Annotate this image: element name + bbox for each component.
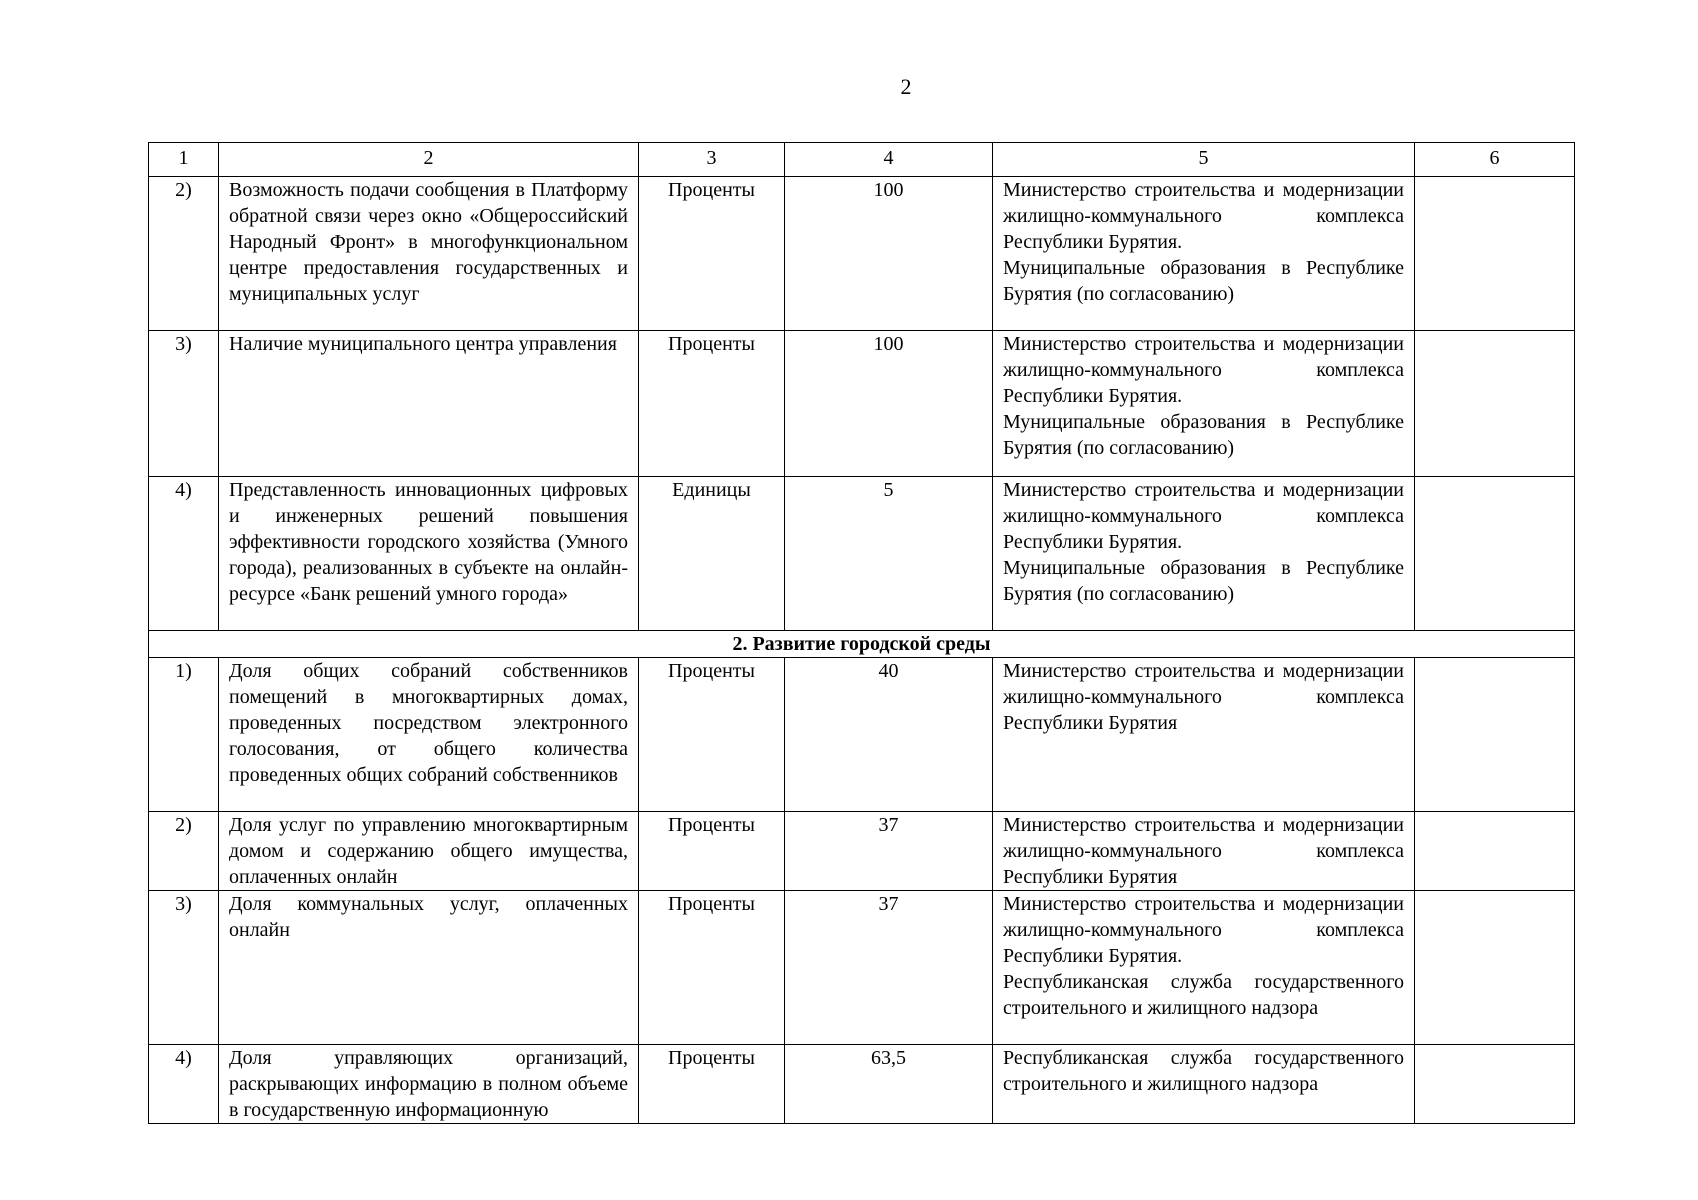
- responsible-executors: [993, 891, 1415, 1045]
- header-row: [149, 143, 1575, 177]
- table-row: [149, 477, 1575, 631]
- responsible-line: Республиканская служба государственного строительного и жилищного надзора: [1003, 971, 1404, 1019]
- unit-of-measure: Единицы: [639, 477, 785, 631]
- unit-of-measure: Проценты: [639, 891, 785, 1045]
- indicators-table: [148, 142, 1575, 1124]
- responsible-executors: [993, 477, 1415, 631]
- indicator-description: Представленность инновационных цифровых и инженерных решений повышения эффективности городского хозяйства (Умного города), реализованных в субъекте на онлайн-ресурсе «Банк решений умного города»: [219, 477, 639, 631]
- indicator-description: Наличие муниципального центра управления: [219, 331, 639, 477]
- header-cell: 1: [149, 143, 219, 177]
- responsible-line: Муниципальные образования в Республике Бурятия (по согласованию): [1003, 257, 1404, 305]
- row-number: 1): [149, 658, 219, 812]
- header-cell: 3: [639, 143, 785, 177]
- section-row: [149, 631, 1575, 658]
- responsible-line: Министерство строительства и модернизации жилищно-коммунального комплекса Республики Бурятия.: [1003, 179, 1404, 253]
- row-number: 4): [149, 1045, 219, 1124]
- target-value: 100: [785, 177, 993, 331]
- target-value: 40: [785, 658, 993, 812]
- note-cell: [1415, 331, 1575, 477]
- indicator-description: Возможность подачи сообщения в Платформу обратной связи через окно «Общероссийский Народный Фронт» в многофункциональном центре предоставления государственных и муниципальных услуг: [219, 177, 639, 331]
- target-value: 37: [785, 812, 993, 891]
- header-cell: 6: [1415, 143, 1575, 177]
- row-number: 4): [149, 477, 219, 631]
- responsible-line: Министерство строительства и модернизации жилищно-коммунального комплекса Республики Бурятия: [1003, 814, 1404, 888]
- section-title: 2. Развитие городской среды: [149, 631, 1575, 658]
- header-cell: 4: [785, 143, 993, 177]
- target-value: 37: [785, 891, 993, 1045]
- table-row: [149, 1045, 1575, 1124]
- responsible-executors: [993, 331, 1415, 477]
- note-cell: [1415, 177, 1575, 331]
- table-row: [149, 891, 1575, 1045]
- responsible-line: Министерство строительства и модернизации жилищно-коммунального комплекса Республики Бурятия.: [1003, 333, 1404, 407]
- row-number: 2): [149, 177, 219, 331]
- responsible-line: Муниципальные образования в Республике Бурятия (по согласованию): [1003, 411, 1404, 459]
- page-number: 2: [900, 74, 912, 99]
- target-value: 100: [785, 331, 993, 477]
- table-row: [149, 658, 1575, 812]
- responsible-executors: [993, 812, 1415, 891]
- responsible-line: Министерство строительства и модернизации жилищно-коммунального комплекса Республики Бурятия: [1003, 660, 1404, 734]
- unit-of-measure: Проценты: [639, 658, 785, 812]
- indicator-description: Доля общих собраний собственников помещений в многоквартирных домах, проведенных посредством электронного голосования, от общего количества проведенных общих собраний собственников: [219, 658, 639, 812]
- row-number: 3): [149, 331, 219, 477]
- note-cell: [1415, 812, 1575, 891]
- indicator-description: Доля услуг по управлению многоквартирным домом и содержанию общего имущества, оплаченных онлайн: [219, 812, 639, 891]
- note-cell: [1415, 891, 1575, 1045]
- table-row: [149, 812, 1575, 891]
- unit-of-measure: Проценты: [639, 1045, 785, 1124]
- responsible-line: Министерство строительства и модернизации жилищно-коммунального комплекса Республики Бурятия.: [1003, 479, 1404, 553]
- row-number: 3): [149, 891, 219, 1045]
- responsible-executors: [993, 1045, 1415, 1124]
- note-cell: [1415, 1045, 1575, 1124]
- responsible-line: Министерство строительства и модернизации жилищно-коммунального комплекса Республики Бурятия.: [1003, 893, 1404, 967]
- table-row: [149, 177, 1575, 331]
- table-row: [149, 331, 1575, 477]
- indicator-description: Доля коммунальных услуг, оплаченных онлайн: [219, 891, 639, 1045]
- target-value: 5: [785, 477, 993, 631]
- row-number: 2): [149, 812, 219, 891]
- note-cell: [1415, 477, 1575, 631]
- unit-of-measure: Проценты: [639, 177, 785, 331]
- header-cell: 5: [993, 143, 1415, 177]
- responsible-executors: [993, 658, 1415, 812]
- target-value: 63,5: [785, 1045, 993, 1124]
- header-cell: 2: [219, 143, 639, 177]
- responsible-line: Муниципальные образования в Республике Бурятия (по согласованию): [1003, 557, 1404, 605]
- unit-of-measure: Проценты: [639, 812, 785, 891]
- responsible-executors: [993, 177, 1415, 331]
- indicator-description: Доля управляющих организаций, раскрывающих информацию в полном объеме в государственную информационную: [219, 1045, 639, 1124]
- unit-of-measure: Проценты: [639, 331, 785, 477]
- responsible-line: Республиканская служба государственного строительного и жилищного надзора: [1003, 1047, 1404, 1095]
- note-cell: [1415, 658, 1575, 812]
